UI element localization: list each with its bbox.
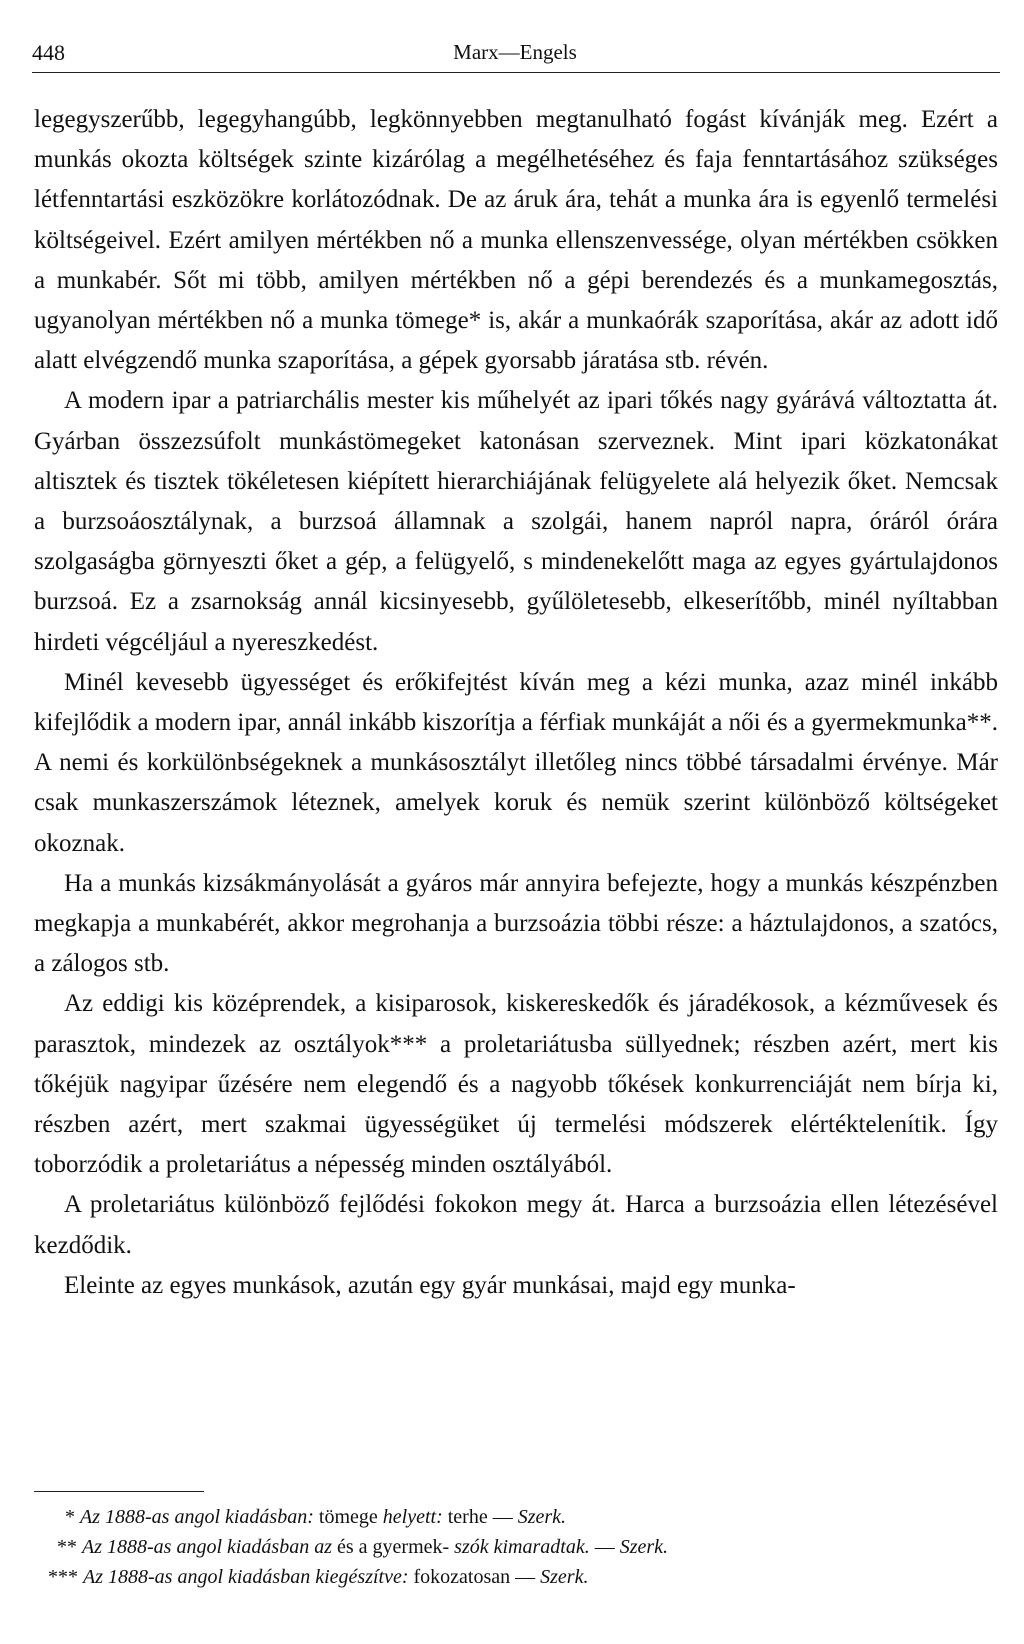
page-header (32, 40, 998, 70)
footnote-rule (34, 1491, 204, 1492)
footnotes (34, 1502, 934, 1592)
footnote-mark: *** (48, 1566, 78, 1588)
footnote-text: tömege (313, 1506, 383, 1528)
footnote-text: szók kimaradtak. (454, 1536, 590, 1558)
paragraph: Eleinte az egyes munkások, azután egy gyár munkásai, majd egy munka- (64, 1271, 796, 1299)
footnote-text: helyett: (382, 1506, 443, 1528)
footnote-text: Az 1888-as angol kiadásban az (82, 1536, 332, 1558)
header-rule (32, 72, 1000, 73)
paragraph: Az eddigi kis középrendek, a kisiparosok, kiskereskedők és járadékosok, a kézművesek és parasztok, mindezek az osztályok*** a proletariátusba süllyednek; részben azért, mert kis tőkéjük nagyipar űzésére nem elegendő és a nagyobb tőkések konkurrenciáját nem bírja ki, részben azért, mert szakmai ügyességüket új termelési módszerek elértéktelenítik. Így toborzódik a proletariátus a népesség minden osztályából. (34, 990, 998, 1179)
footnote-text: Szerk. (540, 1566, 589, 1588)
footnote-text: terhe — (442, 1506, 518, 1528)
page-number: 448 (32, 40, 65, 65)
footnote-text: Az 1888-as angol kiadásban kiegészítve: (83, 1566, 409, 1588)
running-head: Marx—Engels (453, 40, 577, 64)
footnote-1 (34, 1502, 934, 1532)
footnote-text: fokozatosan — (408, 1566, 541, 1588)
paragraph: Minél kevesebb ügyességet és erőkifejtést kíván meg a kézi munka, azaz minél inkább kifejlődik a modern ipar, annál inkább kiszorítja a férfiak munkáját a női és a gyermekmunka**. A nemi és korkülönbségeknek a munkásosztályt illetőleg nincs többé társadalmi érvénye. Már csak munkaszerszámok léteznek, amelyek koruk és nemük szerint különböző költségeket okoznak. (34, 668, 998, 857)
footnote-mark: * (65, 1506, 75, 1528)
footnote-text: Szerk. (619, 1536, 669, 1558)
paragraph: Ha a munkás kizsákmányolását a gyáros már annyira befejezte, hogy a munkás készpénzben megkapja a munkabérét, akkor megrohanja a burzsoázia többi része: a háztulajdonos, a szatócs, a zálogos stb. (34, 869, 998, 978)
paragraph: legegyszerűbb, legegyhangúbb, legkönnyebben megtanulható fogást kívánják meg. Ezért a munkás okozta költségek szinte kizárólag a megélhetéséhez és faja fenntartásához szükséges létfenntartási eszközökre korlátozódnak. De az áruk ára, tehát a munka ára is egyenlő termelési költségeivel. Ezért amilyen mértékben nő a munka ellenszenvessége, olyan mértékben csökken a munkabér. Sőt mi több, amilyen mértékben nő a gépi berendezés és a munkamegosztás, ugyanolyan mértékben nő a munka tömege* is, akár a munkaórák szaporítása, akár az adott idő alatt elvégzendő munka szaporítása, a gépek gyorsabb járatása stb. révén. (34, 106, 998, 375)
footnote-text: és a gyermek- (332, 1536, 455, 1558)
footnote-3 (34, 1562, 934, 1592)
footnote-text: Szerk. (517, 1506, 567, 1528)
footnote-text: — (589, 1536, 620, 1558)
paragraph: A proletariátus különböző fejlődési fokokon megy át. Harca a burzsoázia ellen létezésével kezdődik. (34, 1191, 998, 1259)
footnote-2 (34, 1532, 934, 1562)
footnote-mark: ** (57, 1536, 77, 1558)
paragraph: A modern ipar a patriarchális mester kis műhelyét az ipari tőkés nagy gyárává változtatta át. Gyárban összezsúfolt munkástömegeket katonásan szerveznek. Mint ipari közkatonákat altisztek és tisztek tökéletesen kiépített hierarchiájának felügyelete alá helyezik őket. Nemcsak a burzsoáosztálynak, a burzsoá államnak a szolgái, hanem napról napra, óráról órára szolgaságba görnyeszti őket a gép, a felügyelő, s mindenekelőtt maga az egyes gyártulajdonos burzsoá. Ez a zsarnokság annál kicsinyesebb, gyűlöletesebb, elkeserítőbb, minél nyíltabban hirdeti végcéljául a nyereszkedést. (34, 387, 998, 656)
footnote-text: Az 1888-as angol kiadásban: (80, 1506, 314, 1528)
body-text (34, 100, 998, 1306)
